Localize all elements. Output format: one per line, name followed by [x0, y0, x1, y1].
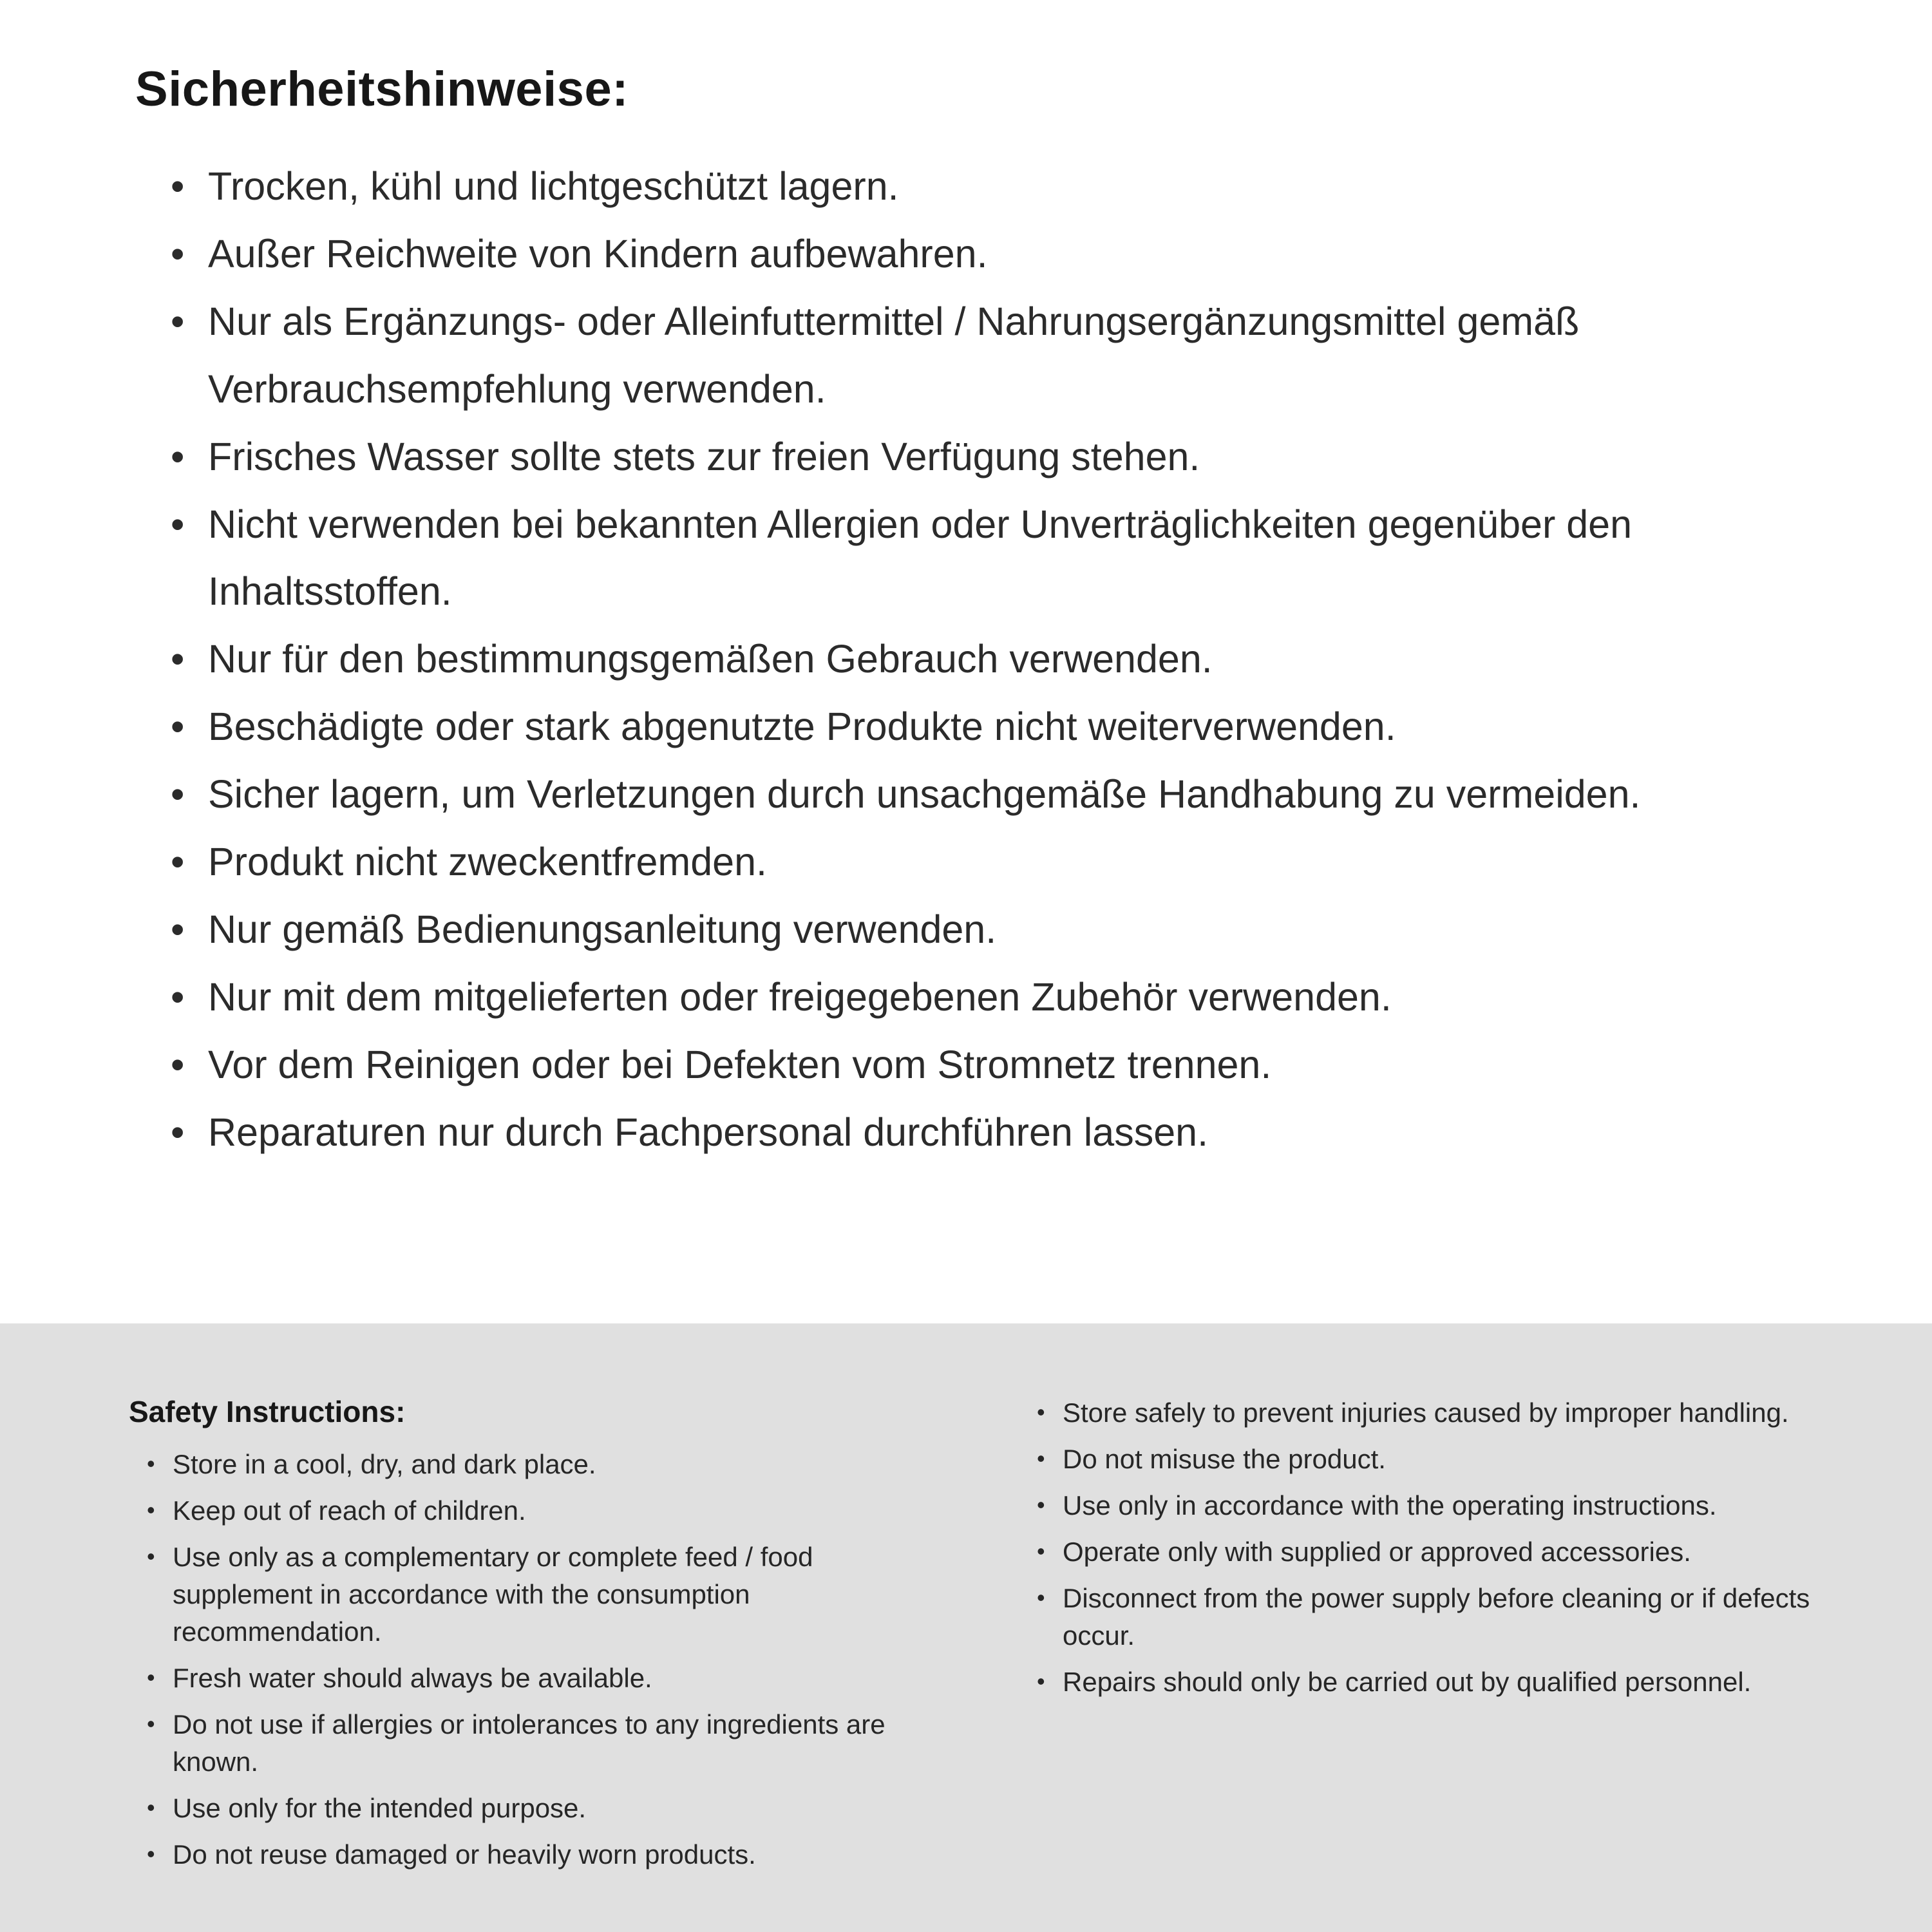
english-safety-item: • Operate only with supplied or approved accessories.	[1037, 1533, 1829, 1571]
german-safety-item: • Trocken, kühl und lichtgeschützt lagern.	[171, 153, 1835, 220]
english-safety-item: • Use only in accordance with the operating instructions.	[1037, 1487, 1829, 1524]
english-title: Safety Instructions:	[129, 1395, 406, 1428]
english-right-column	[1037, 1394, 1829, 1893]
german-safety-item: • Frisches Wasser sollte stets zur freien Verfügung stehen.	[171, 423, 1835, 491]
german-safety-item: • Vor dem Reinigen oder bei Defekten vom Stromnetz trennen.	[171, 1031, 1835, 1099]
german-safety-item: • Reparaturen nur durch Fachpersonal durchführen lassen.	[171, 1099, 1835, 1166]
english-safety-list-left	[129, 1446, 921, 1873]
english-safety-item: • Do not misuse the product.	[1037, 1441, 1829, 1478]
english-left-column	[129, 1394, 921, 1893]
german-safety-item: • Sicher lagern, um Verletzungen durch unsachgemäße Handhabung zu vermeiden.	[171, 761, 1835, 828]
german-safety-list	[135, 153, 1835, 1166]
english-safety-item: • Keep out of reach of children.	[147, 1492, 921, 1530]
german-safety-item: • Außer Reichweite von Kindern aufbewahren.	[171, 220, 1835, 288]
german-safety-item: • Nicht verwenden bei bekannten Allergien oder Unverträglichkeiten gegenüber den Inhaltsstoffen.	[171, 491, 1835, 626]
english-safety-list-right	[1037, 1394, 1829, 1701]
german-safety-item: • Beschädigte oder stark abgenutzte Produkte nicht weiterverwenden.	[171, 693, 1835, 761]
english-section	[0, 1323, 1932, 1932]
english-safety-item: • Do not use if allergies or intolerances to any ingredients are known.	[147, 1706, 921, 1781]
german-safety-item: • Nur gemäß Bedienungsanleitung verwenden.	[171, 896, 1835, 963]
english-safety-item: • Repairs should only be carried out by qualified personnel.	[1037, 1663, 1829, 1701]
english-safety-item: • Use only as a complementary or complete feed / food supplement in accordance with the consumption recommendation.	[147, 1539, 921, 1651]
english-safety-item: • Disconnect from the power supply before cleaning or if defects occur.	[1037, 1580, 1829, 1654]
german-safety-item: • Nur mit dem mitgelieferten oder freigegebenen Zubehör verwenden.	[171, 963, 1835, 1031]
english-safety-item: • Fresh water should always be available.	[147, 1660, 921, 1697]
english-safety-item: • Use only for the intended purpose.	[147, 1790, 921, 1827]
english-safety-item: • Store in a cool, dry, and dark place.	[147, 1446, 921, 1483]
english-safety-item: • Store safely to prevent injuries caused by improper handling.	[1037, 1394, 1829, 1432]
german-safety-item: • Produkt nicht zweckentfremden.	[171, 828, 1835, 896]
english-safety-item: • Do not reuse damaged or heavily worn products.	[147, 1836, 921, 1873]
german-safety-item: • Nur als Ergänzungs- oder Alleinfuttermittel / Nahrungsergänzungsmittel gemäß Verbrauchsempfehlung verwenden.	[171, 288, 1835, 423]
german-title: Sicherheitshinweise:	[135, 62, 629, 117]
german-safety-item: • Nur für den bestimmungsgemäßen Gebrauch verwenden.	[171, 625, 1835, 693]
